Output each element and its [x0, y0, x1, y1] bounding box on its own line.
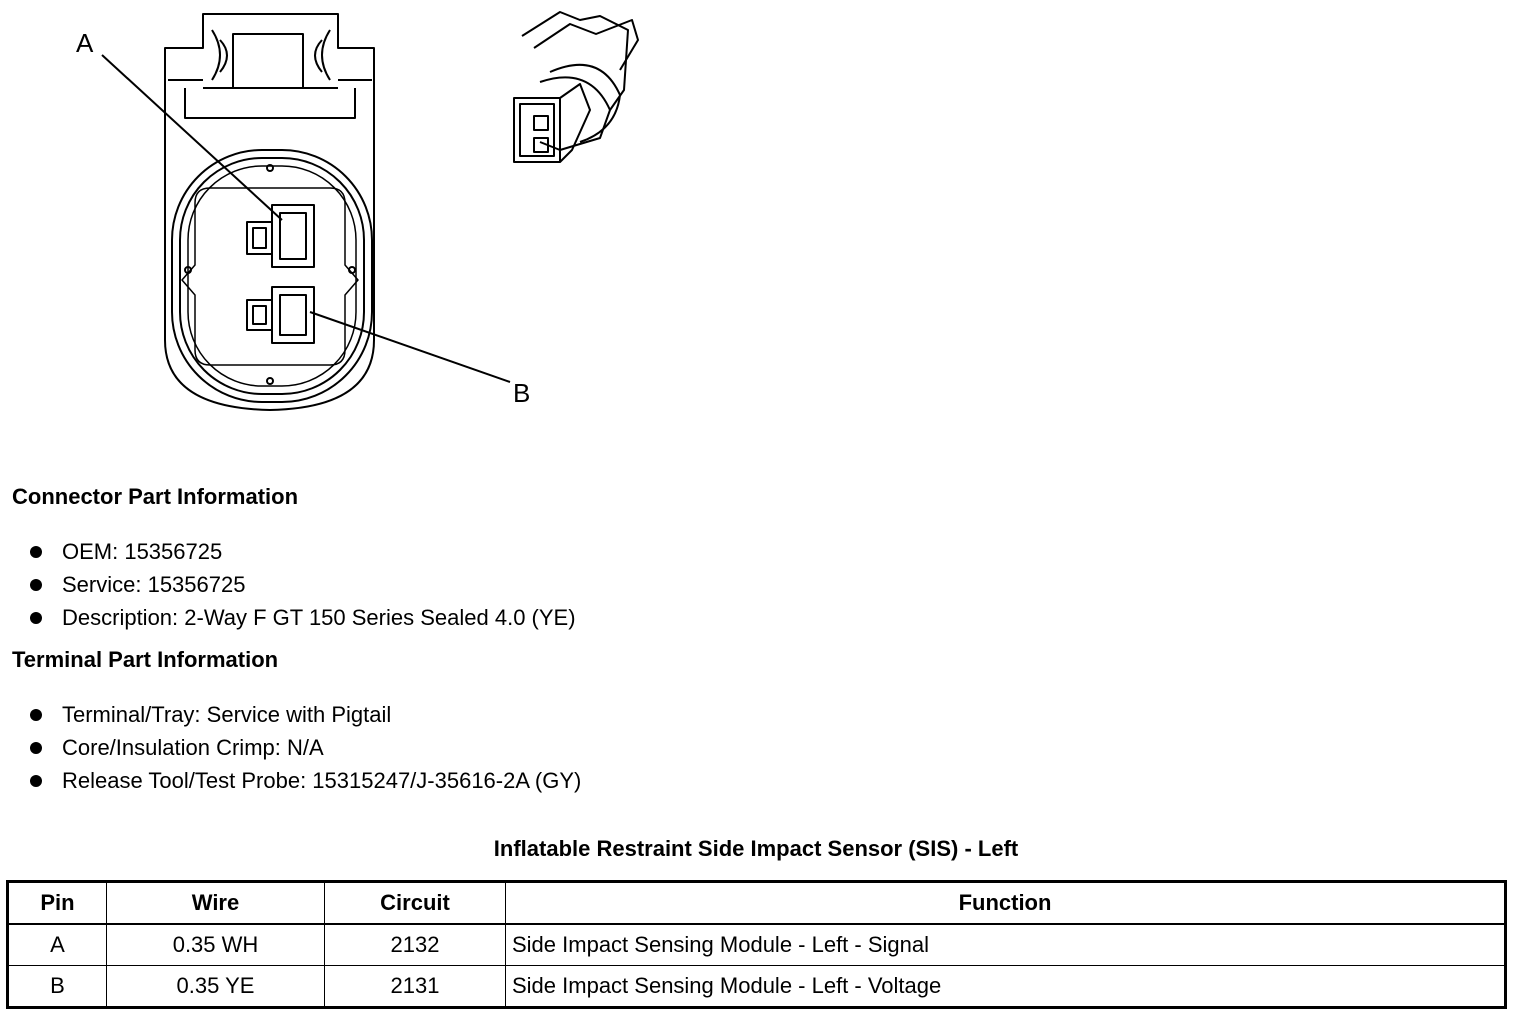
cell-pin: B — [8, 966, 107, 1008]
list-item-text: Terminal/Tray: Service with Pigtail — [62, 702, 392, 727]
header-circuit: Circuit — [325, 882, 506, 925]
header-pin: Pin — [8, 882, 107, 925]
pin-table-title: Inflatable Restraint Side Impact Sensor (SIS) - Left — [493, 836, 1019, 861]
connector-latch — [185, 88, 355, 118]
leader-line-b — [310, 312, 510, 382]
cell-circuit: 2131 — [325, 966, 506, 1008]
bullet-icon — [30, 742, 42, 754]
cell-circuit: 2132 — [325, 924, 506, 966]
bullet-icon — [30, 546, 42, 558]
bullet-icon — [30, 612, 42, 624]
bullet-icon — [30, 709, 42, 721]
terminal-part-info-list — [0, 698, 581, 797]
connector-diagram — [0, 0, 700, 440]
label-a: A — [76, 28, 94, 58]
list-item — [0, 698, 581, 731]
header-wire: Wire — [107, 882, 325, 925]
list-item — [0, 601, 576, 634]
list-item — [0, 764, 581, 797]
list-item-text: OEM: 15356725 — [62, 539, 223, 564]
list-item-text: Core/Insulation Crimp: N/A — [62, 735, 324, 760]
cell-wire: 0.35 WH — [107, 924, 325, 966]
connector-perspective-view — [514, 12, 638, 162]
label-b: B — [513, 378, 531, 408]
pin-table — [6, 880, 1507, 1009]
connector-housing — [165, 14, 374, 410]
terminal-part-info-heading: Terminal Part Information — [12, 647, 279, 672]
list-item — [0, 535, 576, 568]
list-item-text: Description: 2-Way F GT 150 Series Sealed 4.0 (YE) — [62, 605, 576, 630]
cell-pin: A — [8, 924, 107, 966]
table-row — [8, 966, 1506, 1008]
terminal-cavity-a — [272, 205, 314, 267]
bullet-icon — [30, 579, 42, 591]
cell-wire: 0.35 YE — [107, 966, 325, 1008]
connector-part-info-heading: Connector Part Information — [12, 484, 299, 509]
list-item — [0, 568, 576, 601]
list-item-text: Release Tool/Test Probe: 15315247/J-35616-2A (GY) — [62, 768, 582, 793]
header-function: Function — [506, 882, 1506, 925]
cell-function: Side Impact Sensing Module - Left - Voltage — [506, 966, 1506, 1008]
table-row — [8, 924, 1506, 966]
bullet-icon — [30, 775, 42, 787]
list-item-text: Service: 15356725 — [62, 572, 246, 597]
cell-function: Side Impact Sensing Module - Left - Signal — [506, 924, 1506, 966]
table-header-row — [8, 882, 1506, 925]
list-item — [0, 731, 581, 764]
connector-part-info-list — [0, 535, 576, 634]
